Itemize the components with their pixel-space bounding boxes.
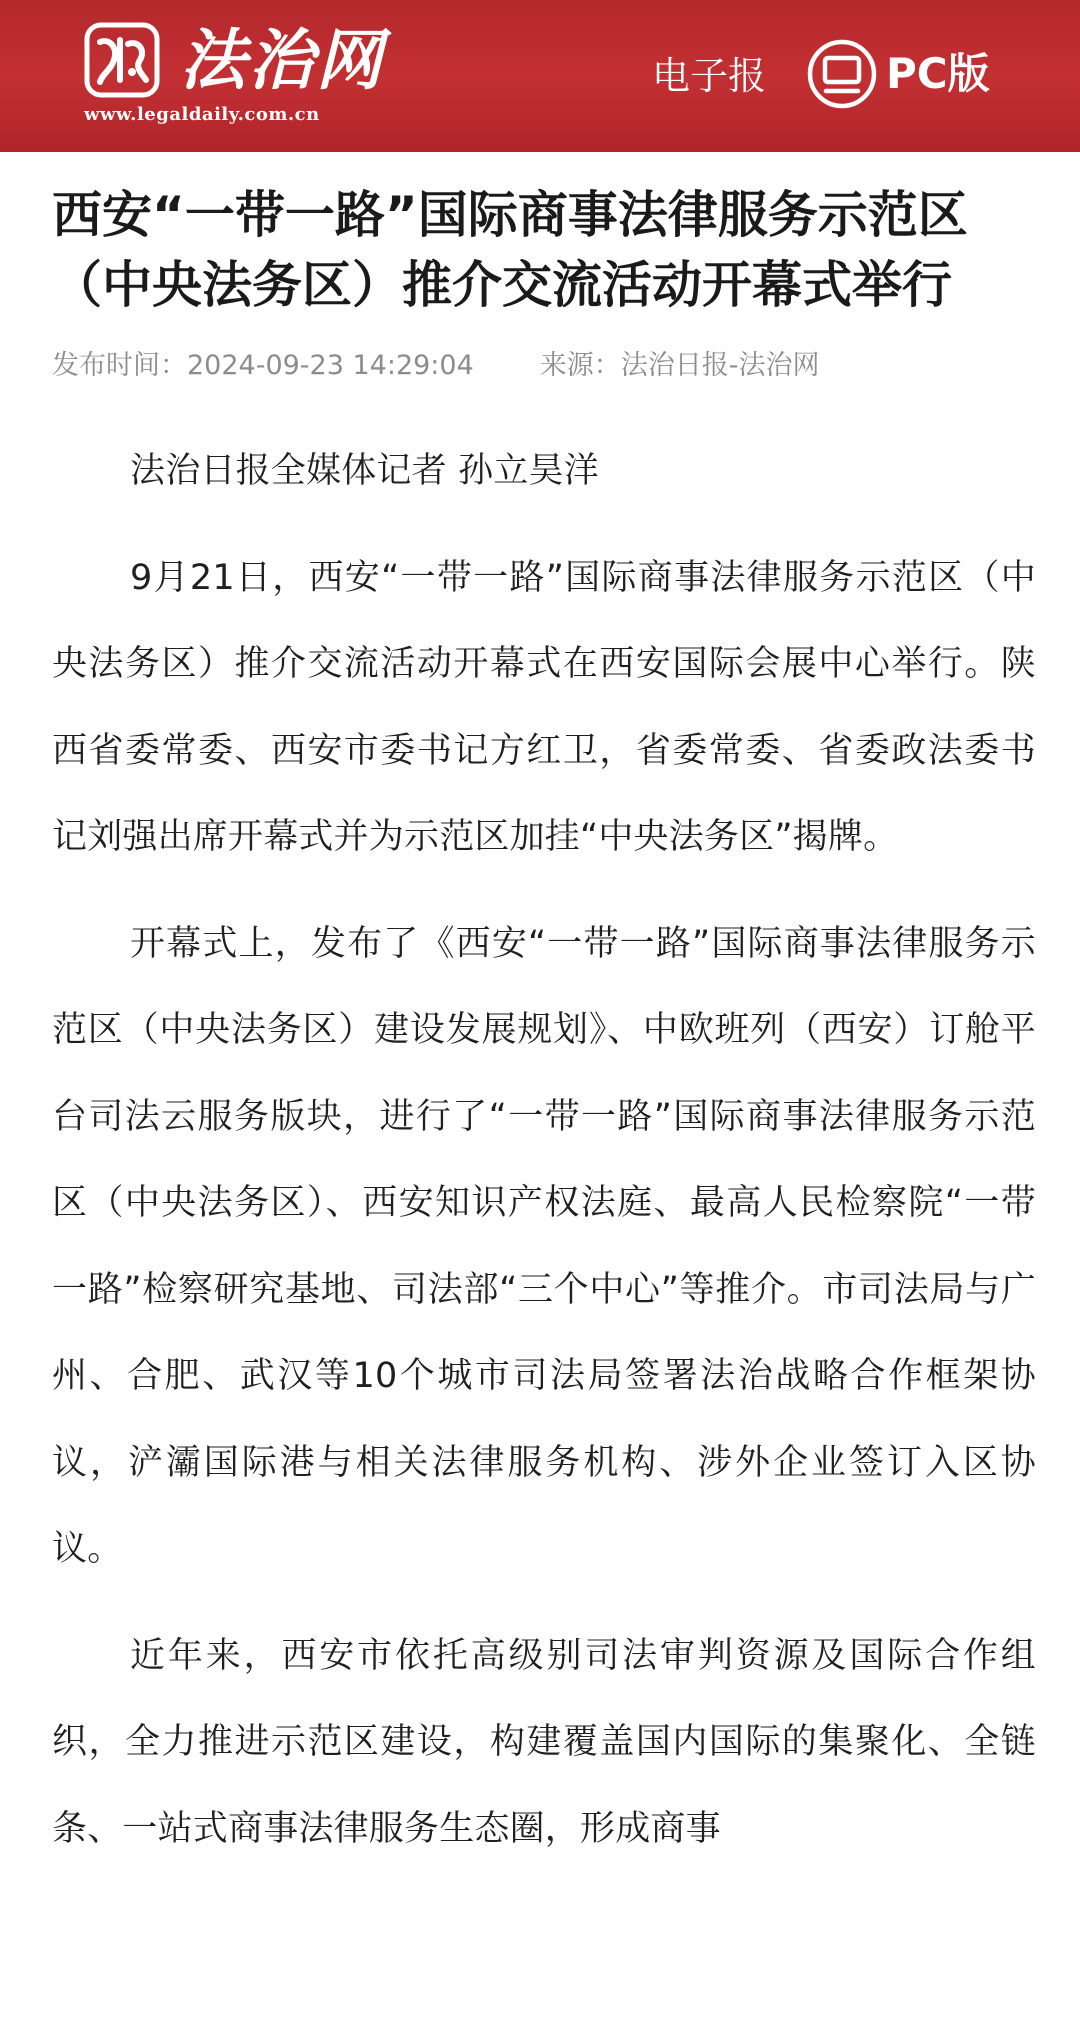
source-name: 法治日报-法治网	[620, 350, 820, 381]
article-paragraph: 近年来，西安市依托高级别司法审判资源及国际合作组织，全力推进示范区建设，构建覆盖国内国际的集聚化、全链条、一站式商事法律服务生态圈，形成商事	[52, 1635, 1036, 1849]
epaper-link[interactable]: 电子报	[652, 54, 767, 98]
source-label: 来源：	[539, 350, 621, 381]
article-paragraph: 开幕式上，发布了《西安“一带一路”国际商事法律服务示范区（中央法务区）建设发展规划》、中欧班列（西安）订舱平台司法云服务版块，进行了“一带一路”国际商事法律服务示范区（中央法务区）、西安知识产权法庭、最高人民检察院“一带一路”检察研究基地、司法部“三个中心”等推介。市司法局与广州、合肥、武汉等10个城市司法局签署法治战略合作框架协议，浐灞国际港与相关法律服务机构、涉外企业签订入区协议。	[52, 923, 1036, 1569]
publish-time-label: 发布时间：	[52, 350, 187, 381]
monitor-circle-icon	[806, 38, 878, 110]
site-url: www.legaldaily.com.cn	[84, 104, 320, 125]
publish-time: 2024-09-23 14:29:04	[187, 350, 474, 381]
article-body	[52, 428, 1036, 1872]
site-header	[0, 0, 1080, 152]
article-paragraph: 9月21日，西安“一带一路”国际商事法律服务示范区（中央法务区）推介交流活动开幕式在西安国际会展中心举行。陕西省委常委、西安市委书记方红卫，省委常委、省委政法委书记刘强出席开幕式并为示范区加挂“中央法务区”揭牌。	[52, 557, 1036, 857]
site-name: 法治网	[180, 21, 384, 99]
pc-version-label: PC版	[886, 49, 990, 98]
pc-version-link[interactable]	[806, 34, 990, 114]
article-title: 西安“一带一路”国际商事法律服务示范区（中央法务区）推介交流活动开幕式举行	[52, 186, 968, 314]
article-meta	[52, 346, 1036, 386]
legaldaily-emblem-icon	[84, 22, 160, 98]
article-byline: 法治日报全媒体记者 孙立昊洋	[130, 451, 599, 491]
article	[52, 180, 1036, 1892]
site-logo[interactable]	[84, 20, 384, 130]
